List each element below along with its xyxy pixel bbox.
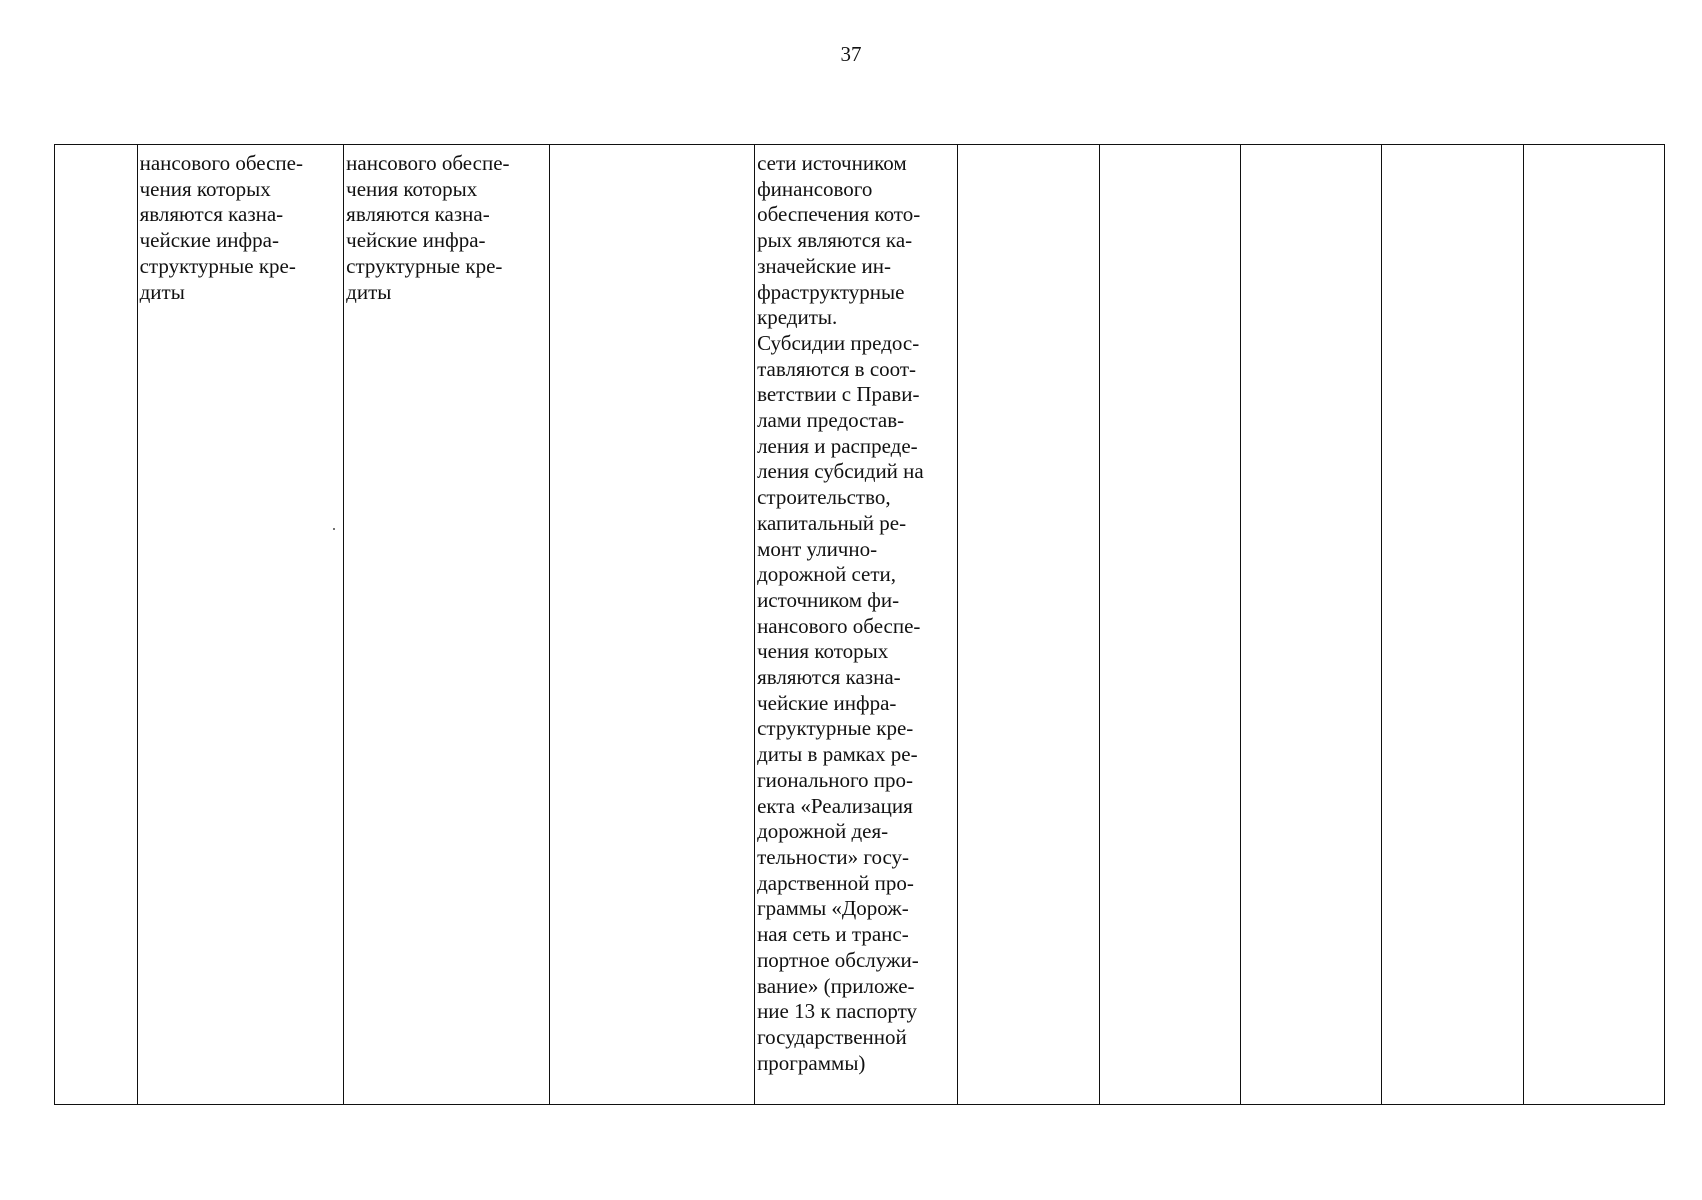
cell-text-line: тельности» госу-	[757, 844, 910, 869]
table-cell-col-10	[1523, 145, 1664, 1105]
cell-text-line: чейские инфра-	[757, 690, 897, 715]
document-table	[54, 144, 1665, 1105]
cell-text-line: строительство,	[757, 485, 891, 510]
cell-text-line: нансового обеспе-	[139, 151, 303, 175]
page-number: 37	[840, 42, 862, 66]
cell-text-line: кредиты.	[757, 305, 838, 330]
cell-text-line: лами предостав-	[757, 408, 905, 433]
table-row	[55, 145, 1665, 1105]
cell-text-line: гионального про-	[757, 767, 914, 792]
table-cell-col-2	[137, 145, 344, 1105]
cell-text-line: значейские ин-	[757, 253, 891, 278]
cell-text-line: дарственной про-	[757, 870, 914, 895]
cell-text-line: тавляются в соот-	[757, 356, 917, 381]
cell-text-line: сети источником	[757, 151, 907, 175]
cell-text-line: портное обслужи-	[757, 947, 919, 972]
cell-text-line: нансового обеспе-	[346, 151, 510, 175]
cell-text-line: рых являются ка-	[757, 228, 913, 253]
cell-text-line: источником фи-	[757, 587, 900, 612]
cell-text-line: ние 13 к паспорту	[757, 999, 918, 1024]
cell-text-line: ления и распреде-	[757, 433, 918, 458]
cell-text-line: являются казна-	[757, 665, 901, 690]
cell-text-line: диты	[346, 279, 392, 304]
cell-text-line: чейские инфра-	[346, 228, 486, 253]
cell-text-line: граммы «Дорож-	[757, 896, 909, 921]
table-cell-col-6	[958, 145, 1099, 1105]
scan-speck	[333, 528, 335, 530]
cell-text-line: монт улично-	[757, 536, 878, 561]
cell-text-line: чейские инфра-	[139, 228, 279, 253]
cell-text-line: дорожной сети,	[757, 562, 897, 587]
table-cell-col-8	[1240, 145, 1381, 1105]
cell-text-line: ная сеть и транс-	[757, 922, 909, 947]
cell-text-line: обеспечения кото-	[757, 202, 921, 227]
cell-text-line: структурные кре-	[346, 253, 503, 278]
cell-text-line: екта «Реализация	[757, 793, 913, 818]
table-cell-col-5	[755, 145, 958, 1105]
cell-text-line: структурные кре-	[139, 253, 296, 278]
cell-text-line: чения которых	[757, 639, 889, 664]
cell-text-line: являются казна-	[139, 202, 284, 227]
table-cell-col-7	[1099, 145, 1240, 1105]
cell-text-line: чения которых	[346, 176, 478, 201]
cell-text-line: программы)	[757, 1050, 866, 1075]
cell-text-line: вание» (приложе-	[757, 973, 915, 998]
cell-text-line: дорожной дея-	[757, 819, 889, 844]
cell-text-line: диты в рамках ре-	[757, 742, 918, 767]
table-cell-col-3	[344, 145, 549, 1105]
table-cell-col-4	[549, 145, 754, 1105]
cell-text-line: государственной	[757, 1024, 907, 1049]
cell-text-line: являются казна-	[346, 202, 490, 227]
cell-text-line: диты	[139, 279, 185, 304]
cell-text-line: капитальный ре-	[757, 510, 907, 535]
cell-text-line: финансового	[757, 176, 873, 201]
cell-text-line: структурные кре-	[757, 716, 914, 741]
table-cell-col-1	[55, 145, 138, 1105]
cell-text-line: чения которых	[139, 176, 271, 201]
cell-text-line: Субсидии предос-	[757, 330, 920, 355]
cell-text-line: нансового обеспе-	[757, 613, 921, 638]
cell-text-line: ветствии с Прави-	[757, 382, 920, 407]
cell-text-line: фраструктурные	[757, 279, 905, 304]
cell-text-line: ления субсидий на	[757, 459, 924, 484]
table-cell-col-9	[1382, 145, 1523, 1105]
